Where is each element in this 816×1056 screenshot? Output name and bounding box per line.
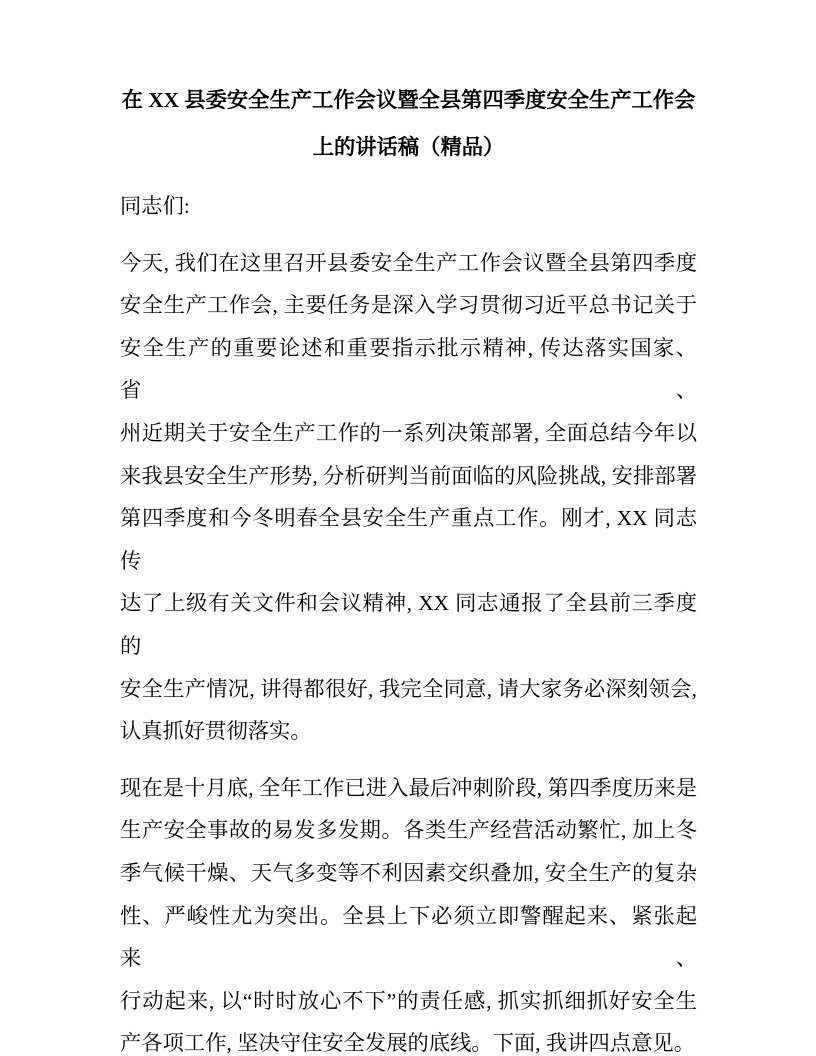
text-line: 安全生产工作会, 主要任务是深入学习贯彻习近平总书记关于 [120,293,697,318]
text-line: 州近期关于安全生产工作的一系列决策部署, 全面总结今年以 [120,420,697,445]
text-line: 现在是十月底, 全年工作已进入最后冲刺阶段, 第四季度历来是 [120,775,697,800]
text-line: 性、严峻性尤为突出。全县上下必须立即警醒起来、紧张起来、 [120,903,697,971]
title-line-1: 在 XX 县委安全生产工作会议暨全县第四季度安全生产工作会 [121,88,696,112]
text-line: 第四季度和今冬明春全县安全生产重点工作。刚才, XX 同志传 [120,506,697,573]
text-line: 认真抓好贯彻落实。 [120,719,312,744]
paragraph [120,185,697,228]
text-line: 安全生产的重要论述和重要指示批示精神, 传达落实国家、省、 [120,335,697,403]
text-line: 产各项工作, 坚决守住安全发展的底线。下面, 我讲四点意见。 [120,1031,696,1056]
text-line: 达了上级有关文件和会议精神, XX 同志通报了全县前三季度的 [120,591,697,658]
title-line-2: 上的讲话稿（精品） [312,135,505,159]
text-line: 今天, 我们在这里召开县委安全生产工作会议暨全县第四季度 [120,250,697,275]
text-line: 行动起来, 以“时时放心不下”的责任感, 抓实抓细抓好安全生 [120,988,697,1013]
paragraph [120,242,697,753]
paragraph [120,767,697,1056]
text-line: 来我县安全生产形势, 分析研判当前面临的风险挑战, 安排部署 [120,463,697,488]
text-line: 生产安全事故的易发多发期。各类生产经营活动繁忙, 加上冬 [120,818,697,843]
text-line: 同志们: [120,194,190,218]
document-title [120,77,697,171]
text-line: 季气候干燥、天气多变等不利因素交织叠加, 安全生产的复杂 [120,860,697,885]
text-line: 安全生产情况, 讲得都很好, 我完全同意, 请大家务必深刻领会, [120,676,697,701]
document-body [120,185,697,1056]
